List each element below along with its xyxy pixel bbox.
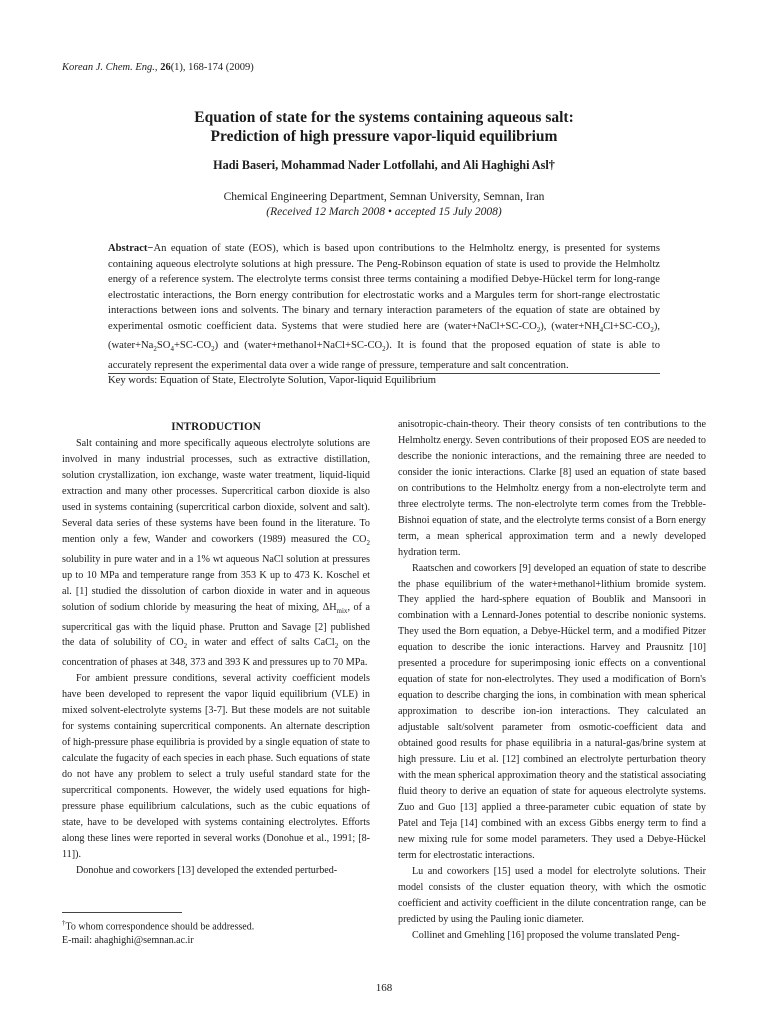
keywords-divider <box>108 373 660 374</box>
left-paragraph-3: Donohue and coworkers [13] developed the extended perturbed- <box>76 864 338 876</box>
footnote <box>62 916 370 948</box>
abstract-text-h: ). It is found that the proposed equation of state is able to accurately represent the experimental data over a wide range of pressure, temperature and salt concentration. <box>108 340 660 371</box>
abstract-text-e: SO <box>156 340 171 352</box>
keywords: Key words: Equation of State, Electrolyte Solution, Vapor-liquid Equilibrium <box>108 375 436 386</box>
abstract <box>108 241 660 373</box>
correspondence-note <box>62 916 370 934</box>
journal-volume: 26 <box>160 62 171 73</box>
abstract-sub: 4 <box>599 325 604 334</box>
footnote-divider <box>62 912 182 913</box>
authors: Hadi Baseri, Mohammad Nader Lotfollahi, and Ali Haghighi Asl† <box>213 158 555 172</box>
left-p1-text-b: solubility in pure water and in a 1% wt aqueous NaCl solution at pressures up to 10 MPa and temperature range from 353 K up to 473 K. Koschel et al. [1] studied the dissolution of carbon dioxide in water and in aqueous solution of sodium chloride by measuring the heat of mixing, ΔH <box>62 553 370 613</box>
right-paragraph-4: Collinet and Gmehling [16] proposed the volume translated Peng- <box>412 929 680 941</box>
title-line-1: Equation of state for the systems containing aqueous salt: <box>194 109 574 126</box>
abstract-sub: 2 <box>211 345 215 354</box>
left-column <box>62 420 370 879</box>
left-p1-text-e: on the concentration of phases at 348, 373 and 393 K and pressures up to 70 MPa. <box>62 637 370 669</box>
abstract-text-b: ), (water+NH <box>540 320 600 332</box>
co2-subscript: 2 <box>183 642 188 651</box>
abstract-sub: 4 <box>170 345 174 354</box>
right-column <box>398 417 706 943</box>
abstract-text-f: +SC-CO <box>173 340 212 352</box>
abstract-text-a: An equation of state (EOS), which is based upon contributions to the Helmholtz energy, is presented for systems containing aqueous electrolyte solutions at high pressure. The Peng-Robinson equation of state is used to provide the Helmholtz energy of a reference system. The electrolyte terms consist three terms containing a modified Debye-Hückel term for long-range electrostatic interactions, the Born energy contribution for electrostatic works and a Margules term for short-range electrostatic interactions between ions and solvents. The binary and ternary interaction parameters of the equation of state are obtained by experimental osmotic coefficient data. Systems that were studied here are (water+NaCl+SC-CO <box>108 243 660 332</box>
page-number: 168 <box>375 982 393 994</box>
abstract-dash: − <box>147 243 154 254</box>
journal-citation <box>62 62 254 73</box>
affiliation: Chemical Engineering Department, Semnan University, Semnan, Iran <box>223 191 545 203</box>
abstract-sub: 2 <box>650 325 654 334</box>
email-line: E-mail: ahaghighi@semnan.ac.ir <box>62 935 194 947</box>
journal-issue-pages: (1), 168-174 (2009) <box>170 62 254 73</box>
abstract-text-c: Cl+SC-CO <box>603 320 651 332</box>
left-paragraph-1 <box>62 436 370 671</box>
right-paragraph-1: anisotropic-chain-theory. Their theory consists of ten contributions to the Helmholtz energy. Seven contributions of their proposed EOS are needed to describe the nonionic interactions, and the remaining three are needed to consider the ionic interactions. Clarke [8] used an equation of state based on contributions to the Helmholtz energy from a non-electrolyte term and three electrolyte terms. The non-electrolyte term comes from the Trebble-Bishnoi equation of state, and the electrolyte terms consist of a Born energy term, a mean spherical approximation term and a newly developed hydration term. <box>398 419 706 558</box>
left-paragraph-2: For ambient pressure conditions, several activity coefficient models have been developed to represent the vapor liquid equilibrium (VLE) in mixed solvent-electrolyte systems [3-7]. But these models are not suitable for systems containing supercritical components. An alternate description of high-pressure phase equilibria is provided by a single equation of state to calculate the fugacity of each species in each phase. Such equations of state do not have any problem to select a truly useful standard state for the supercritical components. However, the widely used equations for high-pressure phase equilibrium calculations, such as the cubic equations of state, have to be developed with systems containing electrolytes. Efforts along these lines were reported in several works (Donohue et al., 1991; [8-11]). <box>62 673 370 860</box>
abstract-text-g: ) and (water+methanol+NaCl+SC-CO <box>214 340 383 352</box>
paper-title <box>70 108 698 146</box>
affiliation-block <box>70 190 698 220</box>
left-p1-text-c: , of a supercritical gas with the liquid phase. Prutton and Savage [2] published the data of solubility of CO <box>62 601 370 649</box>
abstract-sub: 2 <box>153 345 157 354</box>
correspondence-text: To whom correspondence should be addressed. <box>65 921 255 933</box>
abstract-label: Abstract <box>108 243 148 254</box>
title-line-2: Prediction of high pressure vapor-liquid equilibrium <box>210 128 558 145</box>
abstract-text-d: ), (water+Na <box>108 320 660 352</box>
mix-subscript: mix <box>336 606 348 615</box>
right-paragraph-2: Raatschen and coworkers [9] developed an equation of state to describe the phase equilibrium of the water+methanol+lithium bromide system. They applied the hard-sphere equation of Boublik and Mansoori in combination with a Lennard-Jones potential to describe nonionic systems. They used the Born equation, a Debye-Hückel term, and a modified Pitzer equation to describe the ionic interactions. Harvey and Prausnitz [10] presented a procedure for superimposing ionic effects on a conventional equation of state for non-electrolytes. They used a modification of Born's equation to describe charging the ions, in combination with mean spherical approximation to describe ion-ion interactions. They calculated an adjustable salt/solvent parameter from osmotic-coefficient data and obtained good results for phase equilibria in a natural-gas/brine system at high pressure. Liu et al. [12] combined an electrolyte perturbation theory with the mean spherical approximation theory and the statistical associating fluid theory to derive an equation of state for aqueous electrolyte systems. Zuo and Guo [13] applied a three-parameter cubic equation of state by Patel and Teja [14] combined with an excess Gibbs energy term to find a new mixing rule for some model parameters. They used a Debye-Hückel term for electrostatic interactions. <box>398 562 706 861</box>
left-p1-text-a: Salt containing and more specifically aqueous electrolyte solutions are involved in many industrial processes, such as extractive distillation, solution crystallization, ion exchange, waste water treatment, liquid-liquid extraction and many other processes. Supercritical carbon dioxide is also used in systems containing (supercritical carbon dioxide, solvent and salt). Several data series of these systems have been found in the literature. To mention only a few, Wander and coworkers (1989) measured the CO <box>62 437 370 545</box>
co2-subscript: 2 <box>366 538 370 547</box>
left-p1-text-d: in water and effect of salts CaCl <box>187 637 335 649</box>
section-heading-introduction: INTRODUCTION <box>171 421 261 433</box>
journal-name: Korean J. Chem. Eng., <box>62 62 158 73</box>
abstract-sub: 2 <box>536 325 541 334</box>
abstract-sub: 2 <box>382 345 386 354</box>
right-paragraph-3: Lu and coworkers [15] used a model for electrolyte solutions. Their model consists of the cluster equation theory, with which the osmotic coefficient and activity coefficient in the dilute concentration range, can be predicted by using the Pauling ionic diameter. <box>398 865 706 925</box>
received-dates: (Received 12 March 2008 • accepted 15 July 2008) <box>266 206 502 218</box>
cacl2-subscript: 2 <box>334 642 339 651</box>
dagger-mark: † <box>62 919 66 927</box>
